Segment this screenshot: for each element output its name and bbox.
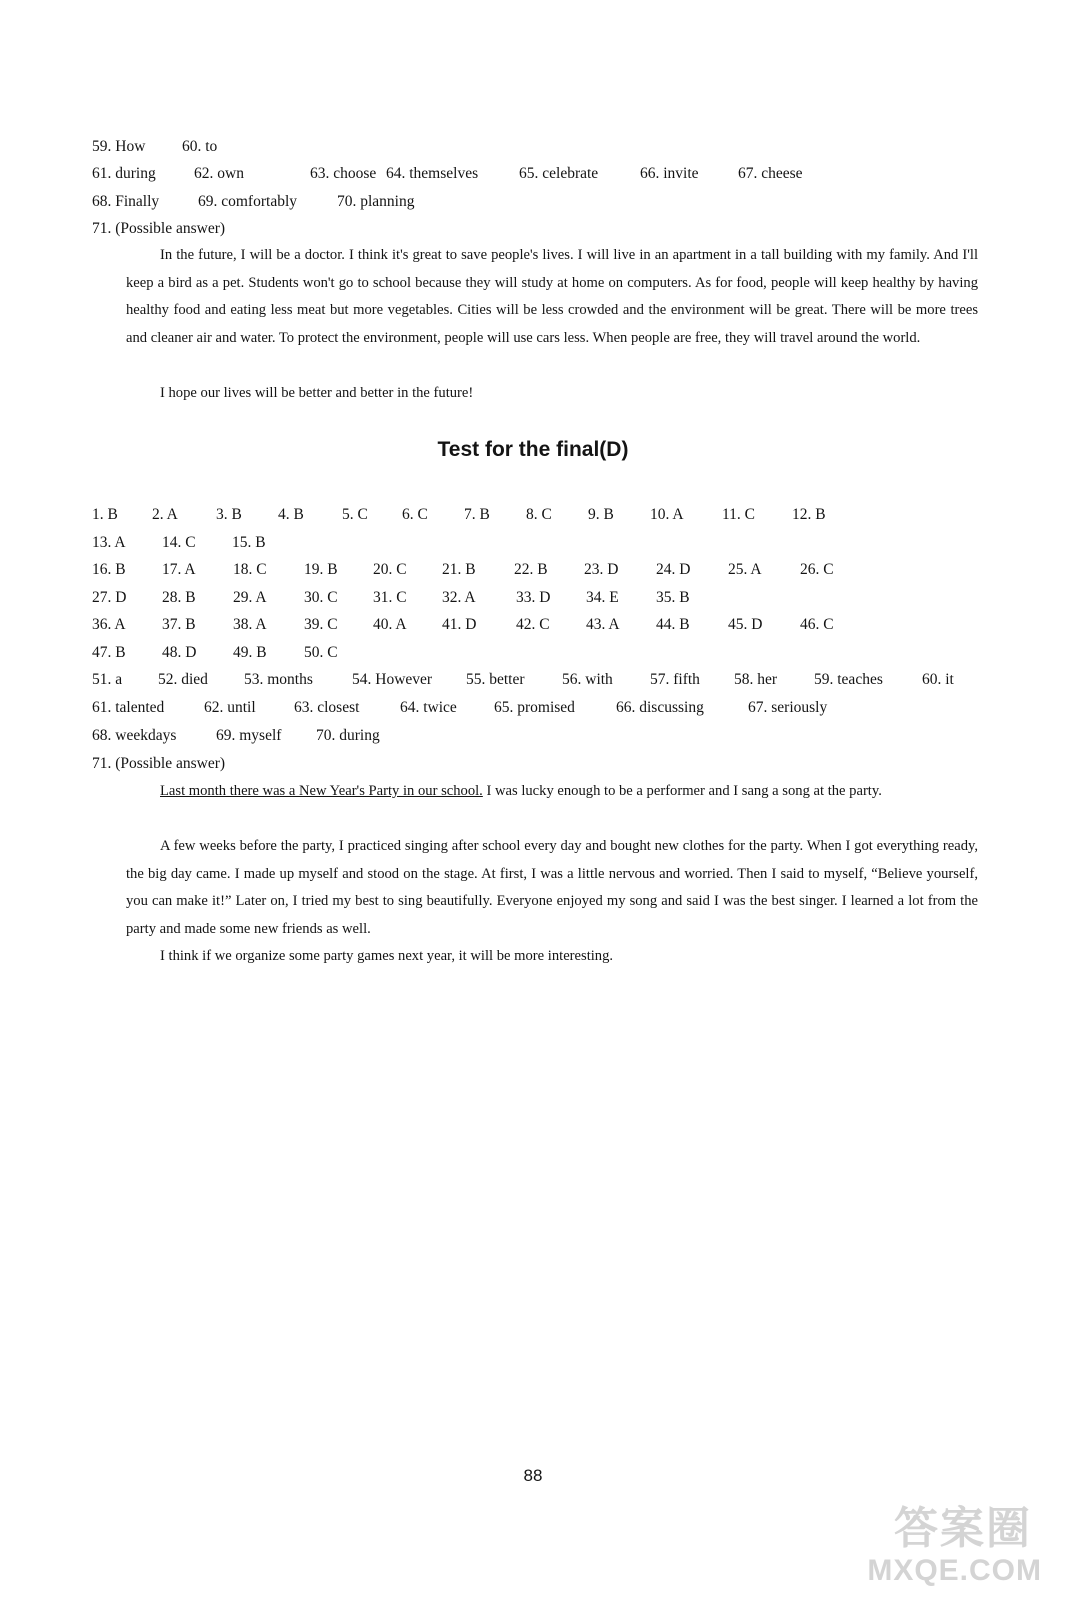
answer-item: 46. C xyxy=(800,616,834,633)
answer-item: 5. C xyxy=(342,506,368,523)
answer-item: 24. D xyxy=(656,561,691,578)
answer-item: 7. B xyxy=(464,506,490,523)
answer-item: 58. her xyxy=(734,671,778,688)
answer-item: 68. weekdays xyxy=(92,727,177,744)
answer-item: 71. (Possible answer) xyxy=(92,220,226,237)
answer-item: 19. B xyxy=(304,561,338,578)
answer-item: 70. planning xyxy=(337,193,415,210)
answer-item: 35. B xyxy=(656,589,690,606)
answer-item: 8. C xyxy=(526,506,552,523)
answer-item: 45. D xyxy=(728,616,763,633)
answer-item: 16. B xyxy=(92,561,126,578)
answer-item: 54. However xyxy=(352,671,433,688)
watermark-logo xyxy=(832,1492,1042,1588)
answer-item: 68. Finally xyxy=(92,193,160,210)
answer-item: 31. C xyxy=(373,589,407,606)
answer-item: 56. with xyxy=(562,671,613,688)
answer-item: 66. invite xyxy=(640,165,699,182)
answer-item: 29. A xyxy=(233,589,267,606)
answer-item: 67. seriously xyxy=(748,699,828,716)
answer-item: 25. A xyxy=(728,561,762,578)
answer-item: 42. C xyxy=(516,616,550,633)
answer-item: 43. A xyxy=(586,616,620,633)
answer-item: 1. B xyxy=(92,506,118,523)
answer-item: 12. B xyxy=(792,506,826,523)
essay-paragraph xyxy=(126,778,978,806)
answer-item: 36. A xyxy=(92,616,126,633)
answer-item: 70. during xyxy=(316,727,380,744)
answer-item: 57. fifth xyxy=(650,671,700,688)
answer-item: 47. B xyxy=(92,644,126,661)
answer-item: 32. A xyxy=(442,589,476,606)
answer-item: 38. A xyxy=(233,616,267,633)
answer-item: 69. comfortably xyxy=(198,193,298,210)
answer-item: 13. A xyxy=(92,534,126,551)
answer-item: 63. choose xyxy=(310,165,377,182)
answer-item: 71. (Possible answer) xyxy=(92,755,226,772)
answer-item: 23. D xyxy=(584,561,619,578)
answer-item: 30. C xyxy=(304,589,338,606)
essay-text: I was lucky enough to be a performer and I sang a song at the party. xyxy=(482,783,882,799)
answer-item: 6. C xyxy=(402,506,428,523)
answer-item: 10. A xyxy=(650,506,684,523)
answer-item: 49. B xyxy=(233,644,267,661)
answer-item: 44. B xyxy=(656,616,690,633)
answer-item: 60. to xyxy=(182,138,218,155)
underlined-sentence: Last month there was a New Year's Party in our school. xyxy=(160,783,483,799)
answer-item: 21. B xyxy=(442,561,476,578)
answer-item: 41. D xyxy=(442,616,477,633)
answer-item: 59. How xyxy=(92,138,146,155)
answer-item: 50. C xyxy=(304,644,338,661)
answer-item: 65. celebrate xyxy=(519,165,599,182)
answer-item: 27. D xyxy=(92,589,127,606)
answer-item: 2. A xyxy=(152,506,178,523)
answer-item: 60. it xyxy=(922,671,954,688)
essay-paragraph: I hope our lives will be better and better in the future! xyxy=(160,385,474,401)
answer-item: 52. died xyxy=(158,671,208,688)
answer-item: 40. A xyxy=(373,616,407,633)
answer-item: 22. B xyxy=(514,561,548,578)
essay-paragraph: In the future, I will be a doctor. I think it's great to save people's lives. I will live in an apartment in a tall building with my family. And I'll keep a bird as a pet. Students won't go to school because they will study at home on computers. As for food, people will keep healthy by having healthy food and eating less meat but more vegetables. Cities will be less crowded and the environment will be great. There will be more trees and cleaner air and water. To protect the environment, people will use cars less. When people are free, they will travel around the world. xyxy=(126,247,978,346)
answer-item: 4. B xyxy=(278,506,304,523)
answer-item: 15. B xyxy=(232,534,266,551)
answer-item: 9. B xyxy=(588,506,614,523)
answer-item: 33. D xyxy=(516,589,551,606)
answer-item: 20. C xyxy=(373,561,407,578)
answer-item: 37. B xyxy=(162,616,196,633)
page-number: 88 xyxy=(523,1466,543,1485)
answer-item: 17. A xyxy=(162,561,196,578)
answer-item: 39. C xyxy=(304,616,338,633)
answer-item: 61. talented xyxy=(92,699,165,716)
answer-item: 18. C xyxy=(233,561,267,578)
answer-item: 61. during xyxy=(92,165,156,182)
section-title: Test for the final(D) xyxy=(437,438,629,461)
answer-item: 67. cheese xyxy=(738,165,803,182)
answer-item: 64. themselves xyxy=(386,165,479,182)
answer-item: 28. B xyxy=(162,589,196,606)
answer-item: 69. myself xyxy=(216,727,282,744)
answer-item: 65. promised xyxy=(494,699,575,716)
answer-item: 11. C xyxy=(722,506,756,523)
answer-item: 64. twice xyxy=(400,699,457,716)
answer-item: 55. better xyxy=(466,671,525,688)
answer-item: 51. a xyxy=(92,671,123,688)
answer-item: 66. discussing xyxy=(616,699,704,716)
answer-item: 26. C xyxy=(800,561,834,578)
essay-paragraph: A few weeks before the party, I practiced singing after school every day and bought new clothes for the party. When I got everything ready, the big day came. I made up myself and stood on the stage. At first, I was a little nervous and worried. Then I said to myself, “Believe yourself, you can make it!” Later on, I tried my best to sing beautifully. Everyone enjoyed my song and said I was the best singer. I learned a lot from the party and made some new friends as well. xyxy=(126,838,978,937)
answer-item: 62. until xyxy=(204,699,256,716)
answer-item: 3. B xyxy=(216,506,242,523)
answer-item: 63. closest xyxy=(294,699,360,716)
essay-paragraph: I think if we organize some party games next year, it will be more interesting. xyxy=(160,948,614,964)
watermark-text: 答案圈 xyxy=(894,1504,1032,1553)
answer-item: 48. D xyxy=(162,644,197,661)
watermark-url: MXQE.COM xyxy=(867,1554,1042,1587)
answer-item: 53. months xyxy=(244,671,313,688)
answer-item: 59. teaches xyxy=(814,671,883,688)
answer-item: 62. own xyxy=(194,165,244,182)
answer-item: 14. C xyxy=(162,534,196,551)
answer-item: 34. E xyxy=(586,589,619,606)
